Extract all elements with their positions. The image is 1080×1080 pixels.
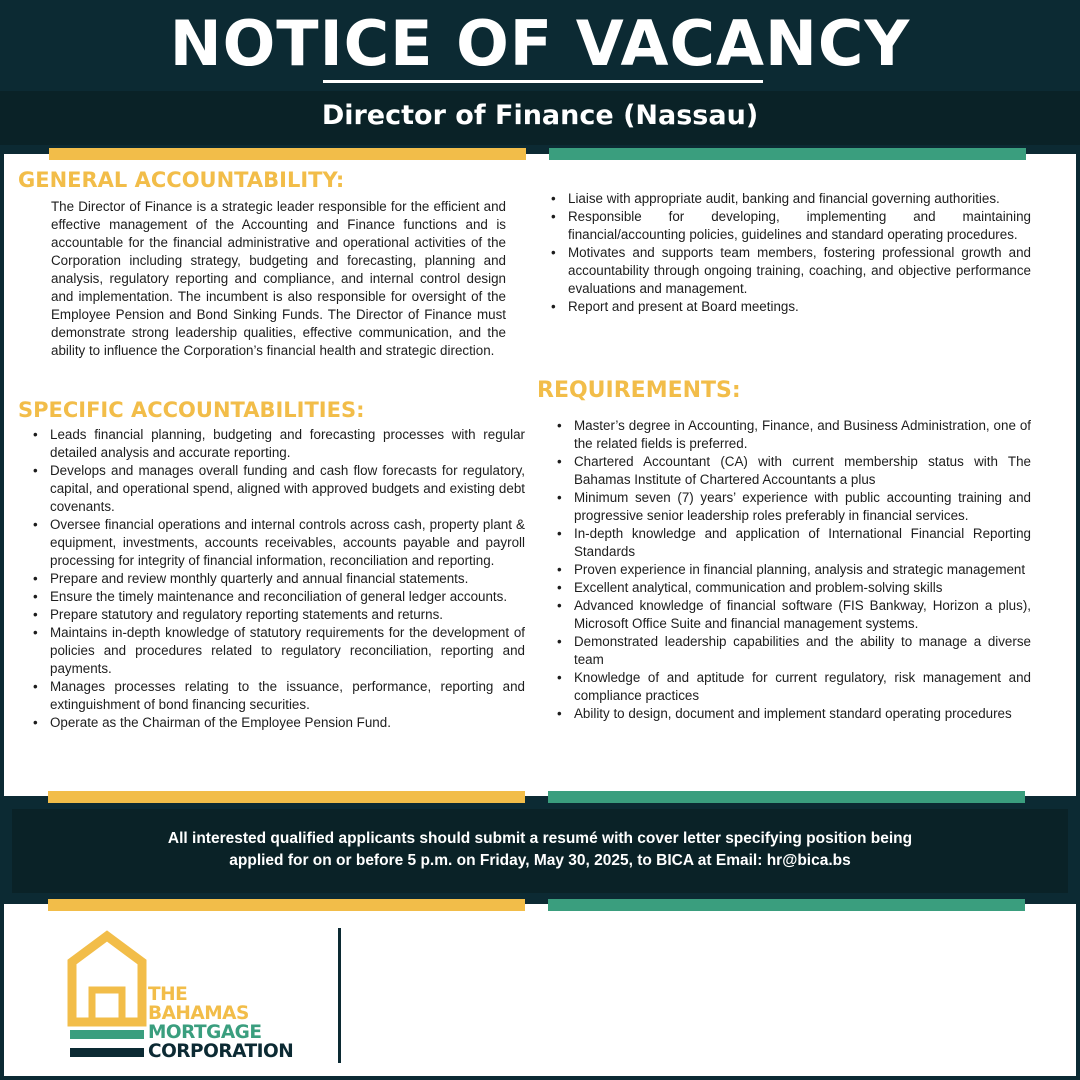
logo-line: BAHAMAS [148, 1003, 249, 1024]
instructions-line: All interested qualified applicants should submit a resumé with cover letter specifying position being [167, 830, 913, 847]
list-item: • Ensure the timely maintenance and reconciliation of general ledger accounts. [32, 588, 525, 606]
list-item: • Proven experience in financial planning, analysis and strategic management [556, 561, 1031, 579]
list-item: • Oversee financial operations and internal controls across cash, property plant & equipment, investments, accounts receivables, accounts payable and payroll processing for integrity of financial information, reconciliation and reporting. [32, 516, 525, 570]
specific-accountabilities-heading: SPECIFIC ACCOUNTABILITIES: [18, 398, 365, 422]
list-item: • Chartered Accountant (CA) with current membership status with The Bahamas Institute of Chartered Accountants a plus [556, 453, 1031, 489]
list-item: • Prepare statutory and regulatory reporting statements and returns. [32, 606, 525, 624]
gold-accent-bar [49, 148, 526, 160]
list-item: • Minimum seven (7) years’ experience with public accounting training and progressive senior leadership roles preferably in financial services. [556, 489, 1031, 525]
list-item: • Knowledge of and aptitude for current regulatory, risk management and compliance practices [556, 669, 1031, 705]
application-instructions [40, 828, 1040, 872]
list-item: • Leads financial planning, budgeting and forecasting processes with regular detailed analysis and accurate reporting. [32, 426, 525, 462]
list-item: • Manages processes relating to the issuance, performance, reporting and extinguishment of bond financing securities. [32, 678, 525, 714]
house-logo-icon [66, 930, 148, 1060]
logo-line: THE [148, 984, 188, 1005]
list-item: • In-depth knowledge and application of International Financial Reporting Standards [556, 525, 1031, 561]
list-item: • Ability to design, document and implement standard operating procedures [556, 705, 1031, 723]
list-item: • Motivates and supports team members, fostering professional growth and accountability through ongoing training, coaching, and objective performance evaluations and management. [550, 244, 1031, 298]
green-accent-bar [548, 899, 1025, 911]
list-item: • Liaise with appropriate audit, banking and financial governing authorities. [550, 190, 1031, 208]
specific-accountabilities-list [32, 426, 525, 732]
notice-title: NOTICE OF VACANCY [169, 7, 911, 80]
list-item: • Maintains in-depth knowledge of statutory requirements for the development of policies and procedures related to regulatory reconciliation, reporting and payments. [32, 624, 525, 678]
corporation-logo-text [148, 985, 293, 1061]
continued-accountabilities-list [550, 190, 1031, 316]
green-accent-bar [549, 148, 1026, 160]
list-item: • Advanced knowledge of financial software (FIS Bankway, Horizon a plus), Microsoft Office Suite and financial management systems. [556, 597, 1031, 633]
list-item: • Operate as the Chairman of the Employee Pension Fund. [32, 714, 525, 732]
logo-line: MORTGAGE [148, 1022, 262, 1043]
title-underline [323, 80, 763, 83]
gold-accent-bar [48, 791, 525, 803]
instructions-line: applied for on or before 5 p.m. on Friday, May 30, 2025, to BICA at Email: hr@bica.bs [229, 852, 851, 869]
general-accountability-heading: GENERAL ACCOUNTABILITY: [18, 168, 345, 192]
general-accountability-text: The Director of Finance is a strategic leader responsible for the efficient and effective management of the Accounting and Finance functions and is accountable for the financial administrative and operational activities of the Corporation including strategy, budgeting and forecasting, planning and analysis, regulatory reporting and compliance, and internal control design and implementation. The incumbent is also responsible for oversight of the Employee Pension and Bond Sinking Funds. The Director of Finance must demonstrate strong leadership qualities, effective communication, and the ability to influence the Corporation’s financial health and strategic direction. [51, 199, 506, 358]
logo-divider [338, 928, 341, 1063]
gold-accent-bar [48, 899, 525, 911]
requirements-heading: REQUIREMENTS: [537, 378, 741, 403]
list-item: • Excellent analytical, communication and problem-solving skills [556, 579, 1031, 597]
requirements-list [556, 417, 1031, 723]
list-item: • Master’s degree in Accounting, Finance, and Business Administration, one of the related fields is preferred. [556, 417, 1031, 453]
logo-line: CORPORATION [148, 1041, 294, 1062]
list-item: • Report and present at Board meetings. [550, 298, 1031, 316]
list-item: • Prepare and review monthly quarterly and annual financial statements. [32, 570, 525, 588]
position-title: Director of Finance (Nassau) [321, 100, 759, 131]
list-item: • Demonstrated leadership capabilities and the ability to manage a diverse team [556, 633, 1031, 669]
list-item: • Develops and manages overall funding and cash flow forecasts for regulatory, capital, and operational spend, aligned with approved budgets and existing debt covenants. [32, 462, 525, 516]
list-item: • Responsible for developing, implementing and maintaining financial/accounting policies, guidelines and standard operating procedures. [550, 208, 1031, 244]
green-accent-bar [548, 791, 1025, 803]
